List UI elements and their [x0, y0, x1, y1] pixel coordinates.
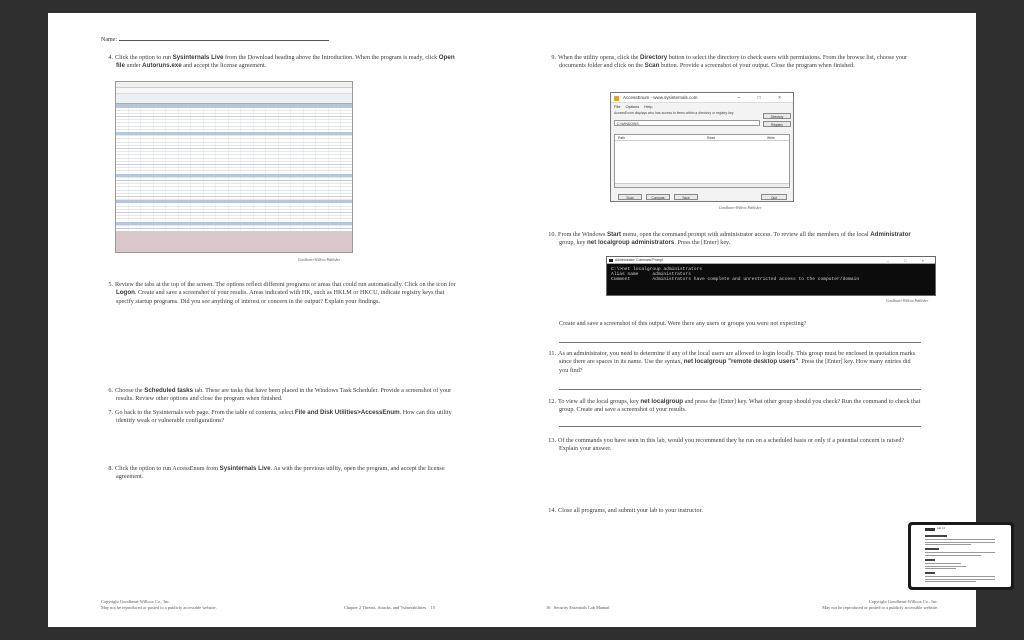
thumbnail-heading: [925, 548, 939, 550]
window-controls[interactable]: – □ ×: [737, 95, 789, 101]
cmd-titlebar: Administrator: Command Prompt – □ ×: [607, 257, 935, 264]
right-footer-copyright: Copyright Goodheart-Willcox Co., Inc. May not be reproduced or posted to a publicly accessible website.: [822, 599, 938, 610]
autoruns-tabs: [116, 94, 352, 104]
right-footer-manual: 16 Security Essentials Lab Manual: [546, 604, 610, 610]
menu-options[interactable]: Options: [625, 104, 640, 109]
answer-line: [559, 426, 921, 427]
col-path[interactable]: Path: [618, 136, 625, 140]
directory-button[interactable]: Directory: [763, 113, 791, 119]
thumbnail-heading: [925, 572, 935, 574]
thumbnail-heading: [925, 559, 935, 561]
question-10-followup: Create and save a screenshot of this output. Were there any users or groups you were not expecting?: [559, 320, 807, 327]
registry-button[interactable]: Registry: [763, 121, 791, 127]
horizontal-scrollbar[interactable]: [615, 183, 789, 187]
page-number: 15: [430, 604, 435, 610]
question-4: 4. Click the option to run Sysinternals Live from the Download heading above the Introduction. When the program is ready, click Open file under Autoruns.exe and accept the license agreement.: [108, 54, 455, 70]
left-footer-copyright: Copyright Goodheart-Willcox Co., Inc. May not be reproduced or posted to a publicly accessible website.: [101, 599, 217, 610]
autoruns-section-header: [116, 174, 352, 177]
question-7: 7. Go back to the Sysinternals web page. From the table of contents, select File and Disk Utilities>AccessEnum. How can this utility identify weak or vulnerable configurations?: [108, 409, 452, 425]
right-page: [512, 13, 976, 627]
autoruns-section-header: [116, 222, 352, 225]
command-prompt-screenshot: [606, 256, 936, 296]
accessenum-menubar: [611, 103, 793, 110]
accessenum-results-list: [614, 134, 790, 188]
window-controls[interactable]: – □ ×: [886, 258, 931, 263]
question-10: 10. From the Windows Start menu, open the command prompt with administrator access. To review all the members of the local Administrator group, key net localgroup administrators. Press the [Enter] key.: [548, 231, 911, 247]
thumbnail-header-block: [925, 528, 935, 531]
question-13: 13. Of the commands you have seen in this lab, would you recommend they be run on a scheduled basis or only if a potential concern is raised? Explain your answer.: [548, 437, 905, 453]
autoruns-section-header: [116, 200, 352, 203]
left-footer-chapter: Chapter 2 Threats, Attacks, and Vulnerabilities 15: [344, 604, 435, 610]
left-page: [48, 13, 512, 627]
thumbnail-heading: [925, 535, 947, 537]
save-button[interactable]: Save: [674, 194, 698, 200]
quit-button[interactable]: Quit: [761, 194, 787, 200]
accessenum-description: AccessEnum displays who has access to items within a directory or registry key.: [614, 111, 735, 115]
autoruns-highlighted-entries: [116, 231, 352, 253]
accessenum-titlebar: AccessEnum - www.sysinternals.com – □ ×: [611, 93, 793, 103]
menu-help[interactable]: Help: [644, 104, 653, 109]
cmd-credit: Goodheart-Willcox Publisher: [886, 299, 929, 303]
answer-line: [559, 389, 921, 390]
answer-line: [559, 342, 921, 343]
cmd-app-icon: [609, 259, 613, 262]
name-field: [101, 37, 329, 43]
question-14: 14. Close all programs, and submit your lab to your instructor.: [548, 507, 703, 514]
question-8: 8. Click the option to run AccessEnum from Sysinternals Live. As with the previous utility, open the program, and accept the license agreement.: [108, 465, 445, 481]
thumbnail-label: Lab 2.2: [937, 527, 945, 530]
compare-button[interactable]: Compare: [646, 194, 670, 200]
autoruns-screenshot: [115, 81, 353, 253]
scan-button[interactable]: Scan: [618, 194, 642, 200]
question-9: 9. When the utility opens, click the Directory button to select the directory to check users with permissions. From the browse list, choose your documents folder and click on the Scan button. Provide a screenshot of your output. Close the program when finished.: [551, 54, 908, 70]
accessenum-app-icon: [614, 96, 619, 101]
page-thumbnail-preview[interactable]: [908, 522, 1014, 590]
question-12: 12. To view all the local groups, key net localgroup and press the [Enter] key. What other group should you check? Run the command to check that group. Create and save a screenshot of your results.: [548, 398, 921, 414]
name-label: Name:: [101, 37, 117, 43]
cmd-output: C:\>net localgroup administrators Alias name administrators Comment Administrators have complete and unrestricted access to the computer/domain: [611, 267, 860, 283]
autoruns-section-header: [116, 104, 352, 108]
accessenum-path-input[interactable]: C:\WINDOWS: [614, 120, 760, 126]
autoruns-entry-list: [116, 104, 352, 252]
autoruns-credit: Goodheart-Willcox Publisher: [298, 258, 341, 262]
document-spread: [48, 13, 976, 627]
results-header: [615, 135, 789, 141]
thumbnail-page: [911, 525, 1011, 587]
name-blank-line: [119, 40, 329, 41]
question-11: 11. As an administrator, you need to determine if any of the local users are allowed to login locally. This group must be enclosed in quotation marks since there are spaces in its name. Use the syntax, net localgroup "remote desktop users". Press the [Enter] key. How many entries did you find?: [548, 350, 916, 374]
autoruns-section-header: [116, 132, 352, 135]
accessenum-credit: Goodheart-Willcox Publisher: [719, 206, 762, 210]
page-number: 16: [546, 604, 551, 610]
question-6: 6. Choose the Scheduled tasks tab. These are tasks that have been placed in the Windows Task Scheduler. Provide a screenshot of your results. Review other options and close the program when finished.: [108, 387, 452, 403]
accessenum-window: [610, 92, 794, 202]
col-read[interactable]: Read: [707, 136, 716, 140]
question-5: 5. Review the tabs at the top of the screen. The options reflect different programs or areas that could run automatically. Click on the icon for Logon. Create and save a screenshot of your results. Areas indicated with HK, such as HKLM or HKCU, indicate registry keys that specify startup programs. Did you see anything of interest or concern in the output? Explain your findings.: [108, 281, 456, 305]
col-write[interactable]: Write: [767, 136, 775, 140]
menu-file[interactable]: File: [614, 104, 621, 109]
